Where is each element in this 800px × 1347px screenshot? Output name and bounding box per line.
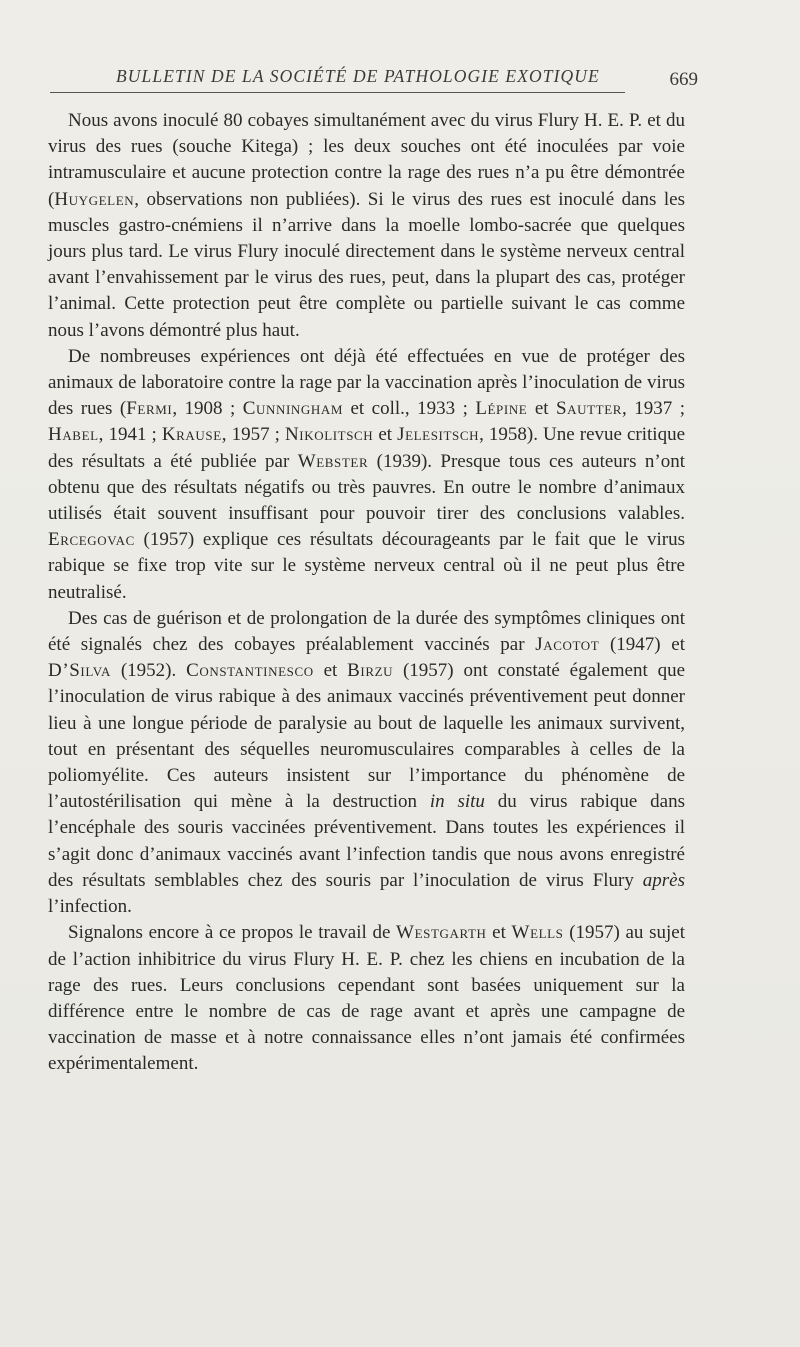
text-run: , 1957 ; [221,424,285,446]
running-title: BULLETIN DE LA SOCIÉTÉ DE PATHOLOGIE EXOTIQUE [116,66,600,86]
text-run: , 1941 ; [98,424,162,446]
header-rule [50,92,625,93]
author-name: Wells [511,922,564,944]
author-name: Birzu [347,660,394,682]
author-name: Webster [297,450,369,472]
running-head [48,62,698,92]
paragraph-1 [48,108,685,344]
text-run: (1952). [111,660,187,682]
page-number: 669 [669,69,698,90]
text-run: et [373,424,398,446]
author-name: Cunningham [242,398,344,420]
paragraph-2 [48,344,685,606]
text-run: Des cas de guérison et de prolongation de la durée des symptômes cliniques ont été signalés chez des cobayes préalablement vaccinés par [48,607,685,656]
author-name: Nikolitsch [284,424,374,446]
text-run: et [486,922,512,944]
author-name: Ercegovac [48,529,135,551]
paragraph-3 [48,606,685,920]
text-run: De nombreuses expériences ont déjà été effectuées en vue de protéger des animaux de laboratoire contre la rage par la vaccination après l’inoculation de virus des rues ( [48,345,685,420]
italic-text: après [642,869,685,891]
text-run: Signalons encore à ce propos le travail de [68,922,397,944]
italic-text: in situ [429,791,485,813]
text-run: (1947) et [599,634,685,656]
text-run: , observations non publiées). Si le virus des rues est inoculé dans les muscles gastro-cnémiens il n’arrive dans la moelle lombo-sacrée que quelques jours plus tard. Le virus Flury inoculé directement dans le système nerveux central avant l’envahissement par le virus des rues, peut, dans la plupart des cas, protéger l’animal. Cette protection peut être complète ou partielle suivant le cas comme nous l’avons démontré plus haut. [48,188,685,341]
author-name: Sautter [556,398,623,420]
author-name: Jelesitsch [397,424,480,446]
text-run: (1957) au sujet de l’action inhibitrice du virus Flury H. E. P. chez les chiens en incubation de la rage des rues. Leurs conclusions cependant sont basées uniquement sur la différence entre le nombre de cas de rage avant et après une campagne de vaccination de masse et à notre connaissance elles n’ont jamais été confirmées expérimentalement. [48,922,685,1075]
text-run: (1957) explique ces résultats décourageants par le fait que le virus rabique se fixe trop vite sur le système nerveux central où il ne peut plus être neutralisé. [48,529,685,603]
author-name: Habel [48,424,99,446]
body-text [48,108,685,1078]
text-run: , 1937 ; [622,398,685,420]
text-run: Nous avons inoculé 80 cobayes simultanément avec du virus Flury H. E. P. et du virus des rues (souche Kitega) ; les deux souches ont été inoculées par voie intramusculaire et aucune protection contre la rage des rues n’a pu être démontrée ( [48,110,685,210]
author-name: Lépine [475,398,528,420]
author-name: Fermi [126,398,173,420]
text-run: , 1958). Une revue critique des résultats a été publiée par [48,424,686,472]
author-name: Constantinesco [186,660,314,682]
paragraph-4 [48,920,685,1077]
author-name: Krause [161,424,222,446]
author-name: Westgarth [396,922,487,944]
text-run: et [527,398,556,420]
text-run: (1957) ont constaté également que l’inoculation de virus rabique à des animaux vaccinés préventivement peut donner lieu à une longue période de paralysie au bout de laquelle les animaux survivent, tout en présentant des séquelles neuromusculaires comparables à celles de la poliomyélite. Ces auteurs insistent sur l’importance du phénomène de l’autostérilisation qui mène à la destruction [48,660,686,813]
author-name: Jacotot [535,634,600,656]
text-run: l’infection. [48,896,132,918]
text-run: et [313,660,348,682]
author-name: D’Silva [48,660,111,682]
text-run: , 1908 ; [172,398,243,420]
text-run: et coll., 1933 ; [343,398,476,420]
text-run: (1939). Presque tous ces auteurs n’ont obtenu que des résultats négatifs ou très pauvres. En outre le nombre d’animaux utilisés était souvent insuffisant pour pouvoir tirer des conclusions valables. [48,450,685,525]
author-name: Huygelen [54,188,135,210]
text-run: du virus rabique dans l’encéphale des souris vaccinées préventivement. Dans toutes les expériences il s’agit donc d’animaux vaccinés avant l’infection tandis que nous avons enregistré des résultats semblables chez des souris par l’inoculation de virus Flury [48,791,686,891]
